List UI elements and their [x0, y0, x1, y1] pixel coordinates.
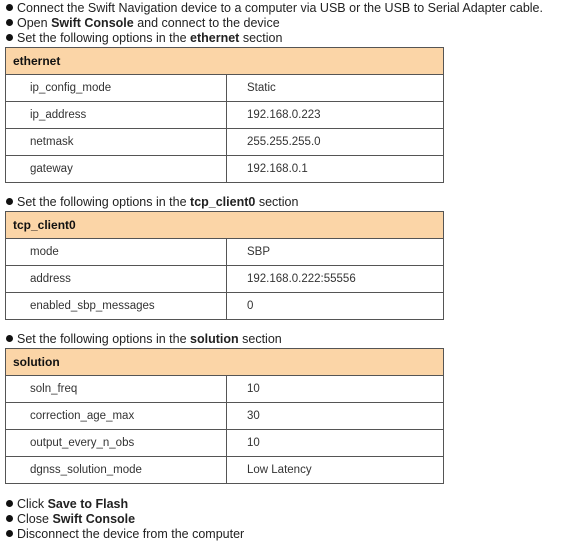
setting-key: mode [6, 239, 227, 266]
setting-key: ip_address [6, 102, 227, 129]
table-row [6, 403, 444, 430]
ethernet-table-header: ethernet [6, 48, 444, 75]
table-row [6, 75, 444, 102]
bullet-dot [6, 335, 13, 342]
setting-value: 255.255.255.0 [227, 129, 444, 156]
setting-value: 30 [227, 403, 444, 430]
table-row [6, 457, 444, 484]
setting-value: SBP [227, 239, 444, 266]
setting-value: 192.168.0.1 [227, 156, 444, 183]
tcp-client0-table-header: tcp_client0 [6, 212, 444, 239]
setting-value: 0 [227, 293, 444, 320]
step-save-to-flash: Click Save to Flash [6, 497, 128, 512]
table-row [6, 129, 444, 156]
bullet-dot [6, 19, 13, 26]
setting-key: address [6, 266, 227, 293]
step-connect-device: Connect the Swift Navigation device to a computer via USB or the USB to Serial Adapter cable. [6, 1, 543, 16]
table-row [6, 293, 444, 320]
step-set-tcp-client0: Set the following options in the tcp_client0 section [6, 195, 298, 210]
setting-value: 10 [227, 376, 444, 403]
table-row [6, 102, 444, 129]
tcp-client0-table [5, 211, 444, 320]
setting-value: 192.168.0.223 [227, 102, 444, 129]
ethernet-table [5, 47, 444, 183]
setting-key: netmask [6, 129, 227, 156]
setting-value: Low Latency [227, 457, 444, 484]
solution-table [5, 348, 444, 484]
step-close-console: Close Swift Console [6, 512, 135, 527]
bullet-dot [6, 4, 13, 11]
setting-key: correction_age_max [6, 403, 227, 430]
bullet-dot [6, 500, 13, 507]
solution-table-header: solution [6, 349, 444, 376]
setting-key: enabled_sbp_messages [6, 293, 227, 320]
bullet-dot [6, 515, 13, 522]
table-row [6, 239, 444, 266]
setting-key: soln_freq [6, 376, 227, 403]
setting-key: gateway [6, 156, 227, 183]
setting-key: output_every_n_obs [6, 430, 227, 457]
setting-value: Static [227, 75, 444, 102]
setting-key: dgnss_solution_mode [6, 457, 227, 484]
setting-value: 192.168.0.222:55556 [227, 266, 444, 293]
bullet-dot [6, 198, 13, 205]
table-row [6, 430, 444, 457]
step-disconnect-device: Disconnect the device from the computer [6, 527, 244, 542]
setting-value: 10 [227, 430, 444, 457]
bullet-dot [6, 530, 13, 537]
step-open-console: Open Swift Console and connect to the device [6, 16, 280, 31]
setting-key: ip_config_mode [6, 75, 227, 102]
table-row [6, 266, 444, 293]
table-row [6, 376, 444, 403]
step-set-solution: Set the following options in the solution section [6, 332, 282, 347]
step-set-ethernet: Set the following options in the ethernet section [6, 31, 282, 46]
bullet-dot [6, 34, 13, 41]
table-row [6, 156, 444, 183]
